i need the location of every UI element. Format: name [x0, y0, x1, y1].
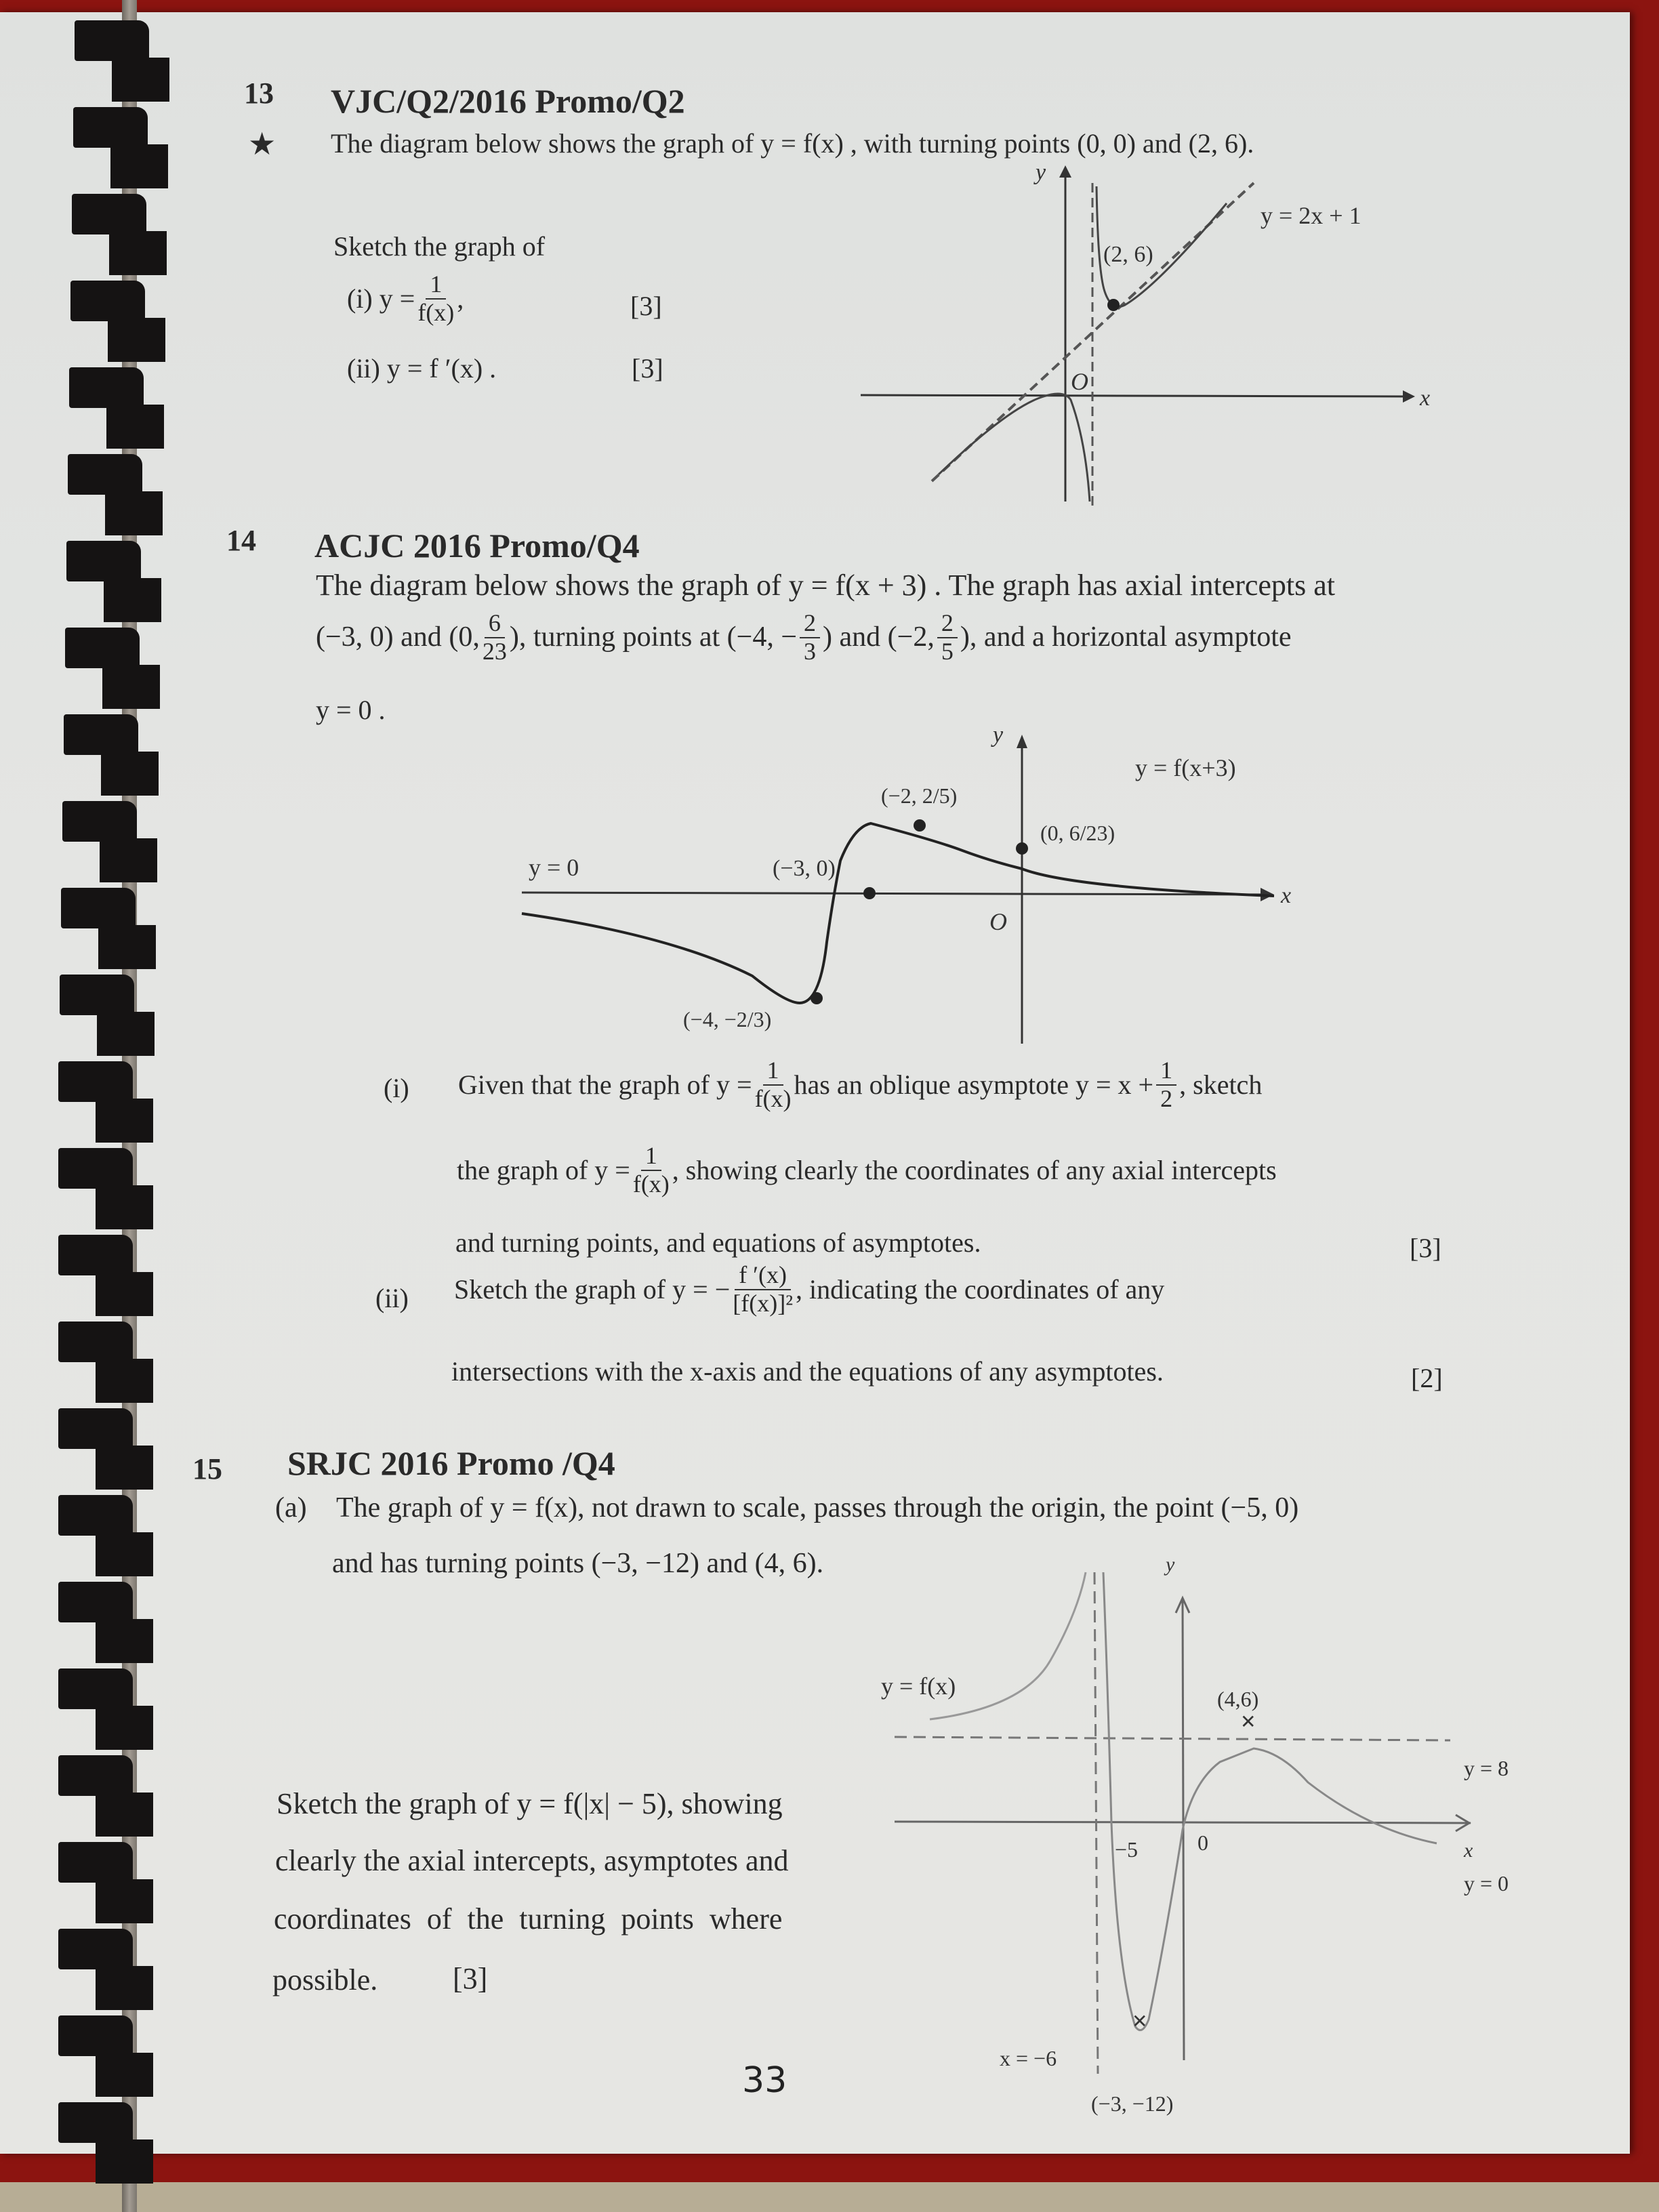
curve-label: y = f(x+3)	[1135, 754, 1236, 781]
binding-ring	[66, 541, 168, 626]
binding-ring	[60, 975, 161, 1059]
question-14-part-ii-line2: intersections with the x-axis and the equations of any asymptotes.	[451, 1356, 1164, 1387]
point-label-min: (−4, −2/3)	[683, 1007, 772, 1031]
question-13-intro: The diagram below shows the graph of y = f(x) , with turning points (0, 0) and (2, 6).	[331, 128, 1254, 159]
binding-ring	[72, 194, 173, 279]
question-14-part-i-line3: and turning points, and equations of asymptotes.	[455, 1227, 981, 1258]
question-14-part-i-line2: the graph of y = $\frac{1}{f(x)}$ , showing clearly the coordinates of any axial intercepts	[457, 1142, 1277, 1197]
curve-label: y = f(x)	[881, 1673, 956, 1700]
binding-ring	[58, 1842, 160, 1927]
question-15-marks: [3]	[453, 1962, 488, 1995]
binding-ring	[58, 1322, 160, 1406]
asymptote-label: y = 0	[529, 854, 579, 881]
question-14-source: ACJC 2016 Promo/Q4	[314, 527, 640, 565]
question-14-part-i-marks: [3]	[1410, 1233, 1441, 1263]
question-14-part-i-label: (i)	[384, 1073, 409, 1103]
star-icon: ★	[248, 127, 276, 161]
h-asymptote2-label: y = 0	[1464, 1871, 1509, 1896]
question-15-number: 15	[192, 1452, 222, 1486]
binding-ring	[69, 367, 171, 452]
binding-ring	[58, 1061, 160, 1146]
point-label-y-intercept: (0, 6/23)	[1040, 821, 1115, 845]
binding-ring	[58, 1668, 160, 1753]
binding-ring	[73, 107, 175, 192]
min-marker: ✕	[1132, 2011, 1148, 2032]
binding-ring	[58, 2015, 160, 2100]
max-label: (4,6)	[1217, 1687, 1259, 1711]
question-15-graph	[867, 1553, 1545, 2116]
origin-label: O	[989, 908, 1007, 935]
binding-ring	[62, 801, 164, 886]
question-14-part-i-line1: Given that the graph of y = $\frac{1}{f(x)}$ has an oblique asymptote y = x + $\frac{1}{2}$ , sketch	[458, 1057, 1263, 1112]
binding-ring	[58, 2102, 160, 2187]
question-14-part-ii-label: (ii)	[375, 1283, 409, 1313]
part-label: (i)	[347, 283, 373, 314]
question-13-part-ii: (ii) y = f ′(x) .	[347, 353, 497, 384]
binding-ring	[58, 1582, 160, 1666]
binding-ring	[64, 714, 165, 799]
spiral-binding	[0, 0, 176, 2212]
binding-ring	[58, 1235, 160, 1319]
h-asymptote-label: y = 8	[1464, 1756, 1509, 1780]
origin-label: 0	[1197, 1830, 1208, 1855]
binding-ring	[58, 1148, 160, 1233]
question-14-part-ii-marks: [2]	[1411, 1363, 1443, 1393]
binding-ring	[75, 20, 176, 105]
question-13-source: VJC/Q2/2016 Promo/Q2	[331, 82, 685, 120]
question-14-intro-line3: y = 0 .	[316, 695, 386, 725]
question-15-task-line3: coordinates of the turning points where	[274, 1902, 783, 1936]
binding-ring	[68, 454, 169, 539]
origin-label: O	[1071, 368, 1088, 395]
table-surface	[0, 2182, 1659, 2212]
point-label-max: (−2, 2/5)	[881, 783, 958, 808]
question-13-prompt: Sketch the graph of	[333, 231, 546, 262]
question-15-intro-line1: The graph of y = f(x), not drawn to scale, passes through the origin, the point (−5, 0)	[336, 1492, 1299, 1523]
binding-ring	[61, 888, 163, 972]
binding-ring	[58, 1929, 160, 2013]
x-axis-label: x	[1420, 386, 1431, 411]
v-asymptote-label: x = −6	[1000, 2046, 1057, 2070]
max-marker: ✕	[1240, 1712, 1256, 1733]
question-15-part-label: (a)	[275, 1492, 307, 1523]
point-label-x-intercept: (−3, 0)	[773, 856, 836, 881]
fraction: $\frac{1}{f(x)}$	[417, 270, 455, 326]
x-intercept-label: −5	[1115, 1837, 1139, 1862]
expr-prefix: y =	[379, 283, 415, 314]
question-13-part-i: (i) y = $\frac{1}{f(x)}$ ,	[347, 270, 464, 326]
page-number: 33	[742, 2060, 787, 2101]
question-14-graph	[501, 718, 1315, 1057]
binding-ring	[58, 1755, 160, 1840]
question-13-number: 13	[244, 77, 274, 110]
asymptote-label: y = 2x + 1	[1261, 202, 1361, 229]
x-axis-label: x	[1281, 883, 1292, 908]
question-14-intro-line2: (−3, 0) and ( 0, $\frac{6}{23}$ ) , turning points at ( −4, − $\frac{2}{3}$ ) and ( −2, $\frac{2}{5}$ ) , and a horizontal asymptote	[316, 609, 1292, 665]
point-label: (2, 6)	[1103, 242, 1153, 267]
y-axis-label: y	[1036, 160, 1046, 185]
question-14-intro-line1: The diagram below shows the graph of y = f(x + 3) . The graph has axial intercepts at	[316, 569, 1336, 602]
binding-ring	[58, 1495, 160, 1580]
binding-ring	[58, 1408, 160, 1493]
question-15-task-line2: clearly the axial intercepts, asymptotes and	[275, 1844, 789, 1877]
question-14-part-ii-line1: Sketch the graph of y = − $\frac{f '(x)}{\text{[f(x)]²}}$ , indicating the coordinates of any	[454, 1261, 1165, 1317]
x-axis-label: x	[1464, 1839, 1473, 1862]
question-13-part-ii-marks: [3]	[632, 353, 663, 384]
question-14-number: 14	[226, 524, 256, 557]
question-15-task-line1: Sketch the graph of y = f(|x| − 5), showing	[276, 1787, 783, 1820]
question-13-graph	[847, 156, 1457, 522]
min-label: (−3, −12)	[1091, 2091, 1174, 2116]
question-15-task-line4: possible.	[272, 1963, 378, 1996]
question-13-part-i-marks: [3]	[630, 291, 662, 321]
y-axis-label: y	[993, 722, 1004, 747]
binding-ring	[65, 628, 167, 712]
binding-ring	[70, 281, 172, 365]
y-axis-label: y	[1166, 1553, 1175, 1576]
question-15-source: SRJC 2016 Promo /Q4	[287, 1444, 615, 1482]
question-15-intro-line2: and has turning points (−3, −12) and (4, 6).	[332, 1548, 824, 1579]
